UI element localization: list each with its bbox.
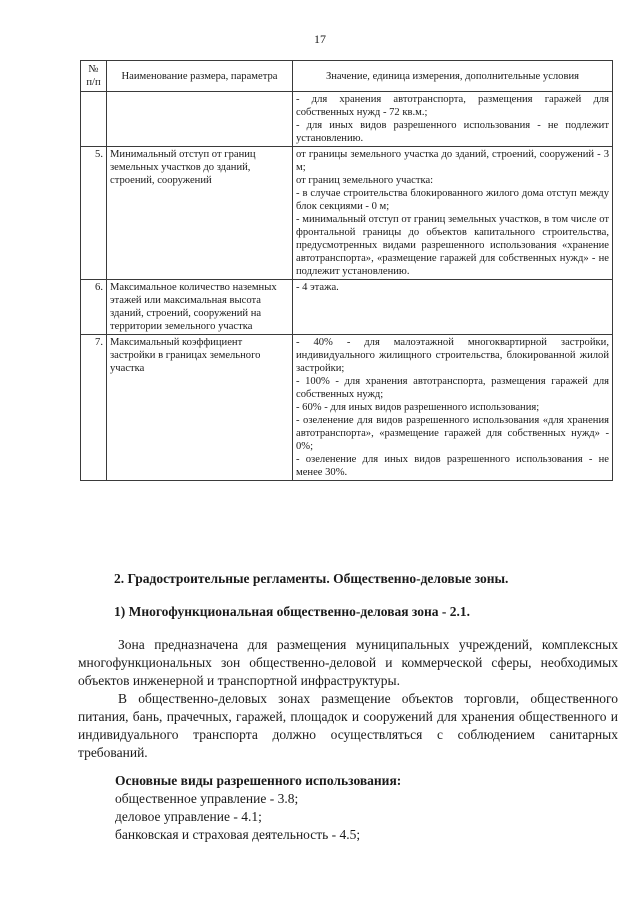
row-value — [293, 92, 613, 147]
list-item: банковская и страховая деятельность - 4.5; — [115, 827, 361, 842]
value-line: - озеленение для иных видов разрешенного использования - не менее 30%. — [296, 454, 609, 478]
table-row — [81, 147, 613, 280]
table-row — [81, 280, 613, 335]
header-value: Значение, единица измерения, дополнительные условия — [293, 61, 613, 92]
row-number: 6. — [81, 280, 107, 335]
row-number — [81, 92, 107, 147]
paragraph: Зона предназначена для размещения муниципальных учреждений, комплексных многофункциональных зон общественно-деловой и коммерческой сферы, необходимых объектов инженерной и транспортной инфраструктуры. — [78, 637, 618, 688]
parameter-text: Максимальное количество наземных этажей или максимальная высота зданий, строений, сооружений на территории земельного участка — [110, 282, 277, 332]
header-number: № п/п — [81, 61, 107, 92]
table-header-row — [81, 61, 613, 92]
value-line: - в случае строительства блокированного жилого дома отступ между блок секциями - 0 м; — [296, 188, 609, 212]
row-value — [293, 335, 613, 481]
body-text — [78, 636, 618, 762]
list-item: общественное управление - 3.8; — [115, 791, 299, 806]
parameter-text: Минимальный отступ от границ земельных участков до зданий, строений, сооружений — [110, 149, 256, 186]
value-line: от границ земельного участка: — [296, 175, 434, 186]
header-name: Наименование размера, параметра — [107, 61, 293, 92]
value-line: - для иных видов разрешенного использования - не подлежит установлению. — [296, 120, 609, 144]
permitted-uses — [115, 772, 615, 844]
table-row — [81, 335, 613, 481]
value-line: - 60% - для иных видов разрешенного использования; — [296, 402, 540, 413]
value-line: от границы земельного участка до зданий, строений, сооружений - 3 м; — [296, 149, 609, 173]
regulations-table — [80, 60, 613, 481]
value-line: - 40% - для малоэтажной многоквартирной застройки, индивидуального жилищного строительства, блокированной жилой застройки; — [296, 337, 609, 374]
row-number: 5. — [81, 147, 107, 280]
row-number: 7. — [81, 335, 107, 481]
value-line: - 100% - для хранения автотранспорта, размещения гаражей для собственных нужд; — [296, 376, 609, 400]
row-parameter — [107, 92, 293, 147]
table-row — [81, 92, 613, 147]
section-heading: 2. Градостроительные регламенты. Общественно-деловые зоны. — [114, 571, 509, 586]
paragraph: В общественно-деловых зонах размещение объектов торговли, общественного питания, бань, прачечных, гаражей, площадок и сооружений для хранения общественного и индивидуального транспорта должно осуществляться с соблюдением санитарных требований. — [78, 691, 618, 760]
value-line: - 4 этажа. — [296, 282, 339, 293]
value-line: - минимальный отступ от границ земельных участков, в том числе от фронтальной границы до объектов капитального строительства, предусмотренных видами разрешенного использования «хранение автотранспорта», «размещение гаражей для собственных нужд» - не подлежит установлению. — [296, 214, 609, 277]
row-parameter — [107, 280, 293, 335]
list-item: деловое управление - 4.1; — [115, 809, 262, 824]
row-value — [293, 147, 613, 280]
row-value — [293, 280, 613, 335]
value-line: - для хранения автотранспорта, размещения гаражей для собственных нужд - 72 кв.м.; — [296, 94, 609, 118]
row-parameter — [107, 147, 293, 280]
row-parameter — [107, 335, 293, 481]
parameter-text: Максимальный коэффициент застройки в границах земельного участка — [110, 337, 261, 374]
page-number: 17 — [314, 32, 326, 46]
value-line: - озеленение для видов разрешенного использования «для хранения автотранспорта», «размещение гаражей для собственных нужд» - 0%; — [296, 415, 609, 452]
uses-heading: Основные виды разрешенного использования: — [115, 773, 402, 788]
subsection-heading: 1) Многофункциональная общественно-деловая зона - 2.1. — [114, 604, 471, 619]
